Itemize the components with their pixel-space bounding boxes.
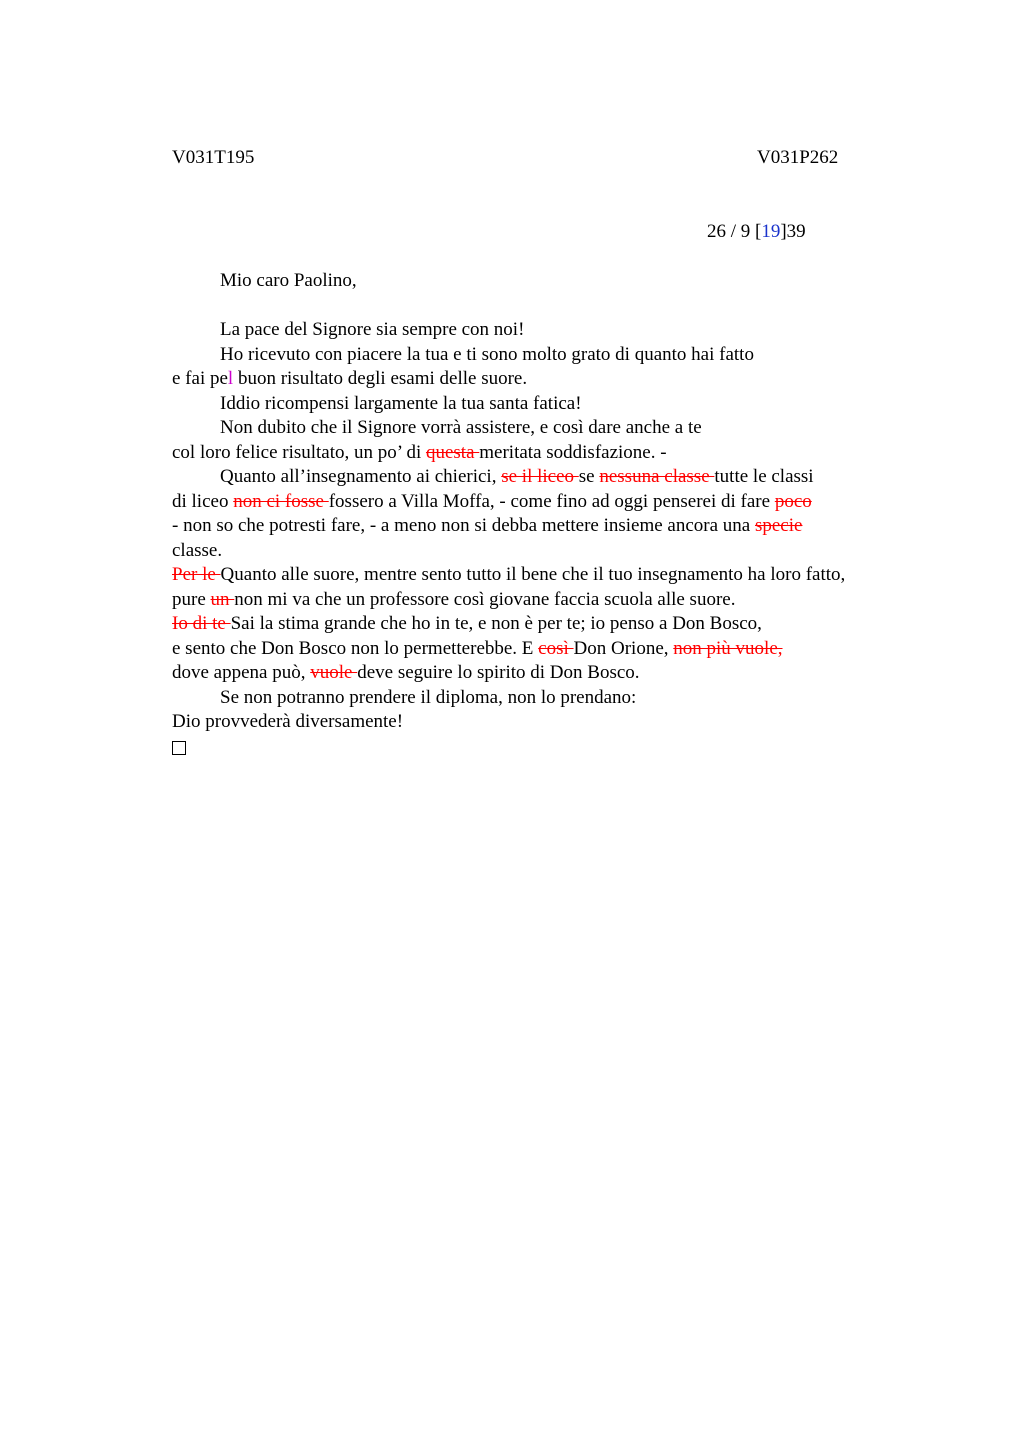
text-line bbox=[172, 514, 932, 539]
deleted-text: poco bbox=[774, 490, 812, 512]
line-text: Don Orione, bbox=[573, 637, 674, 659]
line-text: non mi va che un professore così giovane faccia scuola alle suore. bbox=[234, 588, 736, 610]
document-id-left: V031T195 bbox=[172, 147, 255, 168]
line-text: fossero a Villa Moffa, - come fino ad oggi penserei di fare bbox=[328, 490, 775, 512]
text-line bbox=[172, 563, 932, 588]
line-text: Dio provvederà diversamente! bbox=[172, 711, 404, 732]
line-text: se bbox=[578, 466, 600, 487]
deleted-text: non più vuole, bbox=[673, 637, 783, 659]
text-line bbox=[172, 710, 932, 735]
line-text: La pace del Signore sia sempre con noi! bbox=[220, 319, 525, 340]
deleted-text: specie bbox=[754, 515, 803, 536]
text-line bbox=[172, 416, 932, 441]
deleted-text: vuole bbox=[310, 662, 358, 683]
line-text: Se non potranno prendere il diploma, non lo prendano: bbox=[220, 686, 637, 708]
line-text: pure bbox=[172, 588, 211, 610]
text-line bbox=[172, 465, 932, 490]
letter-date bbox=[707, 221, 806, 243]
line-text: e sento che Don Bosco non lo permetterebbe. E bbox=[172, 637, 539, 659]
line-text: Ho ricevuto con piacere la tua e ti sono molto grato di quanto hai fatto bbox=[220, 343, 754, 365]
date-prefix: 26 / 9 [ bbox=[707, 221, 762, 242]
line-text: e fai pe bbox=[172, 368, 228, 389]
text-line bbox=[172, 367, 932, 392]
deleted-text: così bbox=[538, 637, 574, 659]
text-line bbox=[172, 661, 932, 686]
text-line bbox=[172, 343, 932, 368]
line-text: di liceo bbox=[172, 490, 234, 512]
letter-body bbox=[172, 318, 932, 755]
document-id-right: V031P262 bbox=[757, 147, 839, 168]
deleted-text: nessuna classe bbox=[599, 466, 715, 487]
text-line bbox=[172, 588, 932, 613]
line-text: - non so che potresti fare, - a meno non si debba mettere insieme ancora una bbox=[172, 515, 755, 536]
text-line bbox=[172, 441, 932, 466]
line-text: Quanto alle suore, mentre sento tutto il bene che il tuo insegnamento ha loro fatto, bbox=[220, 564, 846, 585]
line-text: deve seguire lo spirito di Don Bosco. bbox=[357, 662, 640, 683]
line-text: Iddio ricompensi largamente la tua santa fatica! bbox=[220, 392, 582, 414]
line-text: Non dubito che il Signore vorrà assistere, e così dare anche a te bbox=[220, 417, 702, 438]
deleted-text: questa bbox=[425, 441, 480, 463]
deleted-text: Io di te bbox=[172, 613, 231, 634]
text-line bbox=[172, 612, 932, 637]
text-line bbox=[172, 686, 932, 711]
deleted-text: se il liceo bbox=[501, 466, 579, 487]
line-text: buon risultato degli esami delle suore. bbox=[233, 368, 528, 389]
text-line bbox=[172, 392, 932, 417]
text-line bbox=[172, 318, 932, 343]
line-text: dove appena può, bbox=[172, 662, 311, 683]
date-suffix: ]39 bbox=[780, 221, 806, 242]
line-text: Sai la stima grande che ho in te, e non è per te; io penso a Don Bosco, bbox=[230, 613, 762, 634]
line-text: Quanto all’insegnamento ai chierici, bbox=[220, 466, 502, 487]
line-text: meritata soddisfazione. - bbox=[479, 441, 667, 463]
deleted-text: non ci fosse bbox=[233, 490, 329, 512]
text-line bbox=[172, 539, 932, 564]
line-text: col loro felice risultato, un po’ di bbox=[172, 441, 426, 463]
date-editorial-insert: 19 bbox=[761, 221, 781, 242]
salutation: Mio caro Paolino, bbox=[220, 270, 357, 291]
text-line bbox=[172, 637, 932, 662]
line-text: tutte le classi bbox=[714, 466, 814, 487]
deleted-text: un bbox=[210, 588, 235, 610]
end-of-text-square-icon bbox=[172, 741, 186, 755]
text-line bbox=[172, 490, 932, 515]
line-text: classe. bbox=[172, 539, 223, 561]
deleted-text: Per le bbox=[172, 564, 221, 585]
inserted-letter: l bbox=[227, 368, 234, 389]
